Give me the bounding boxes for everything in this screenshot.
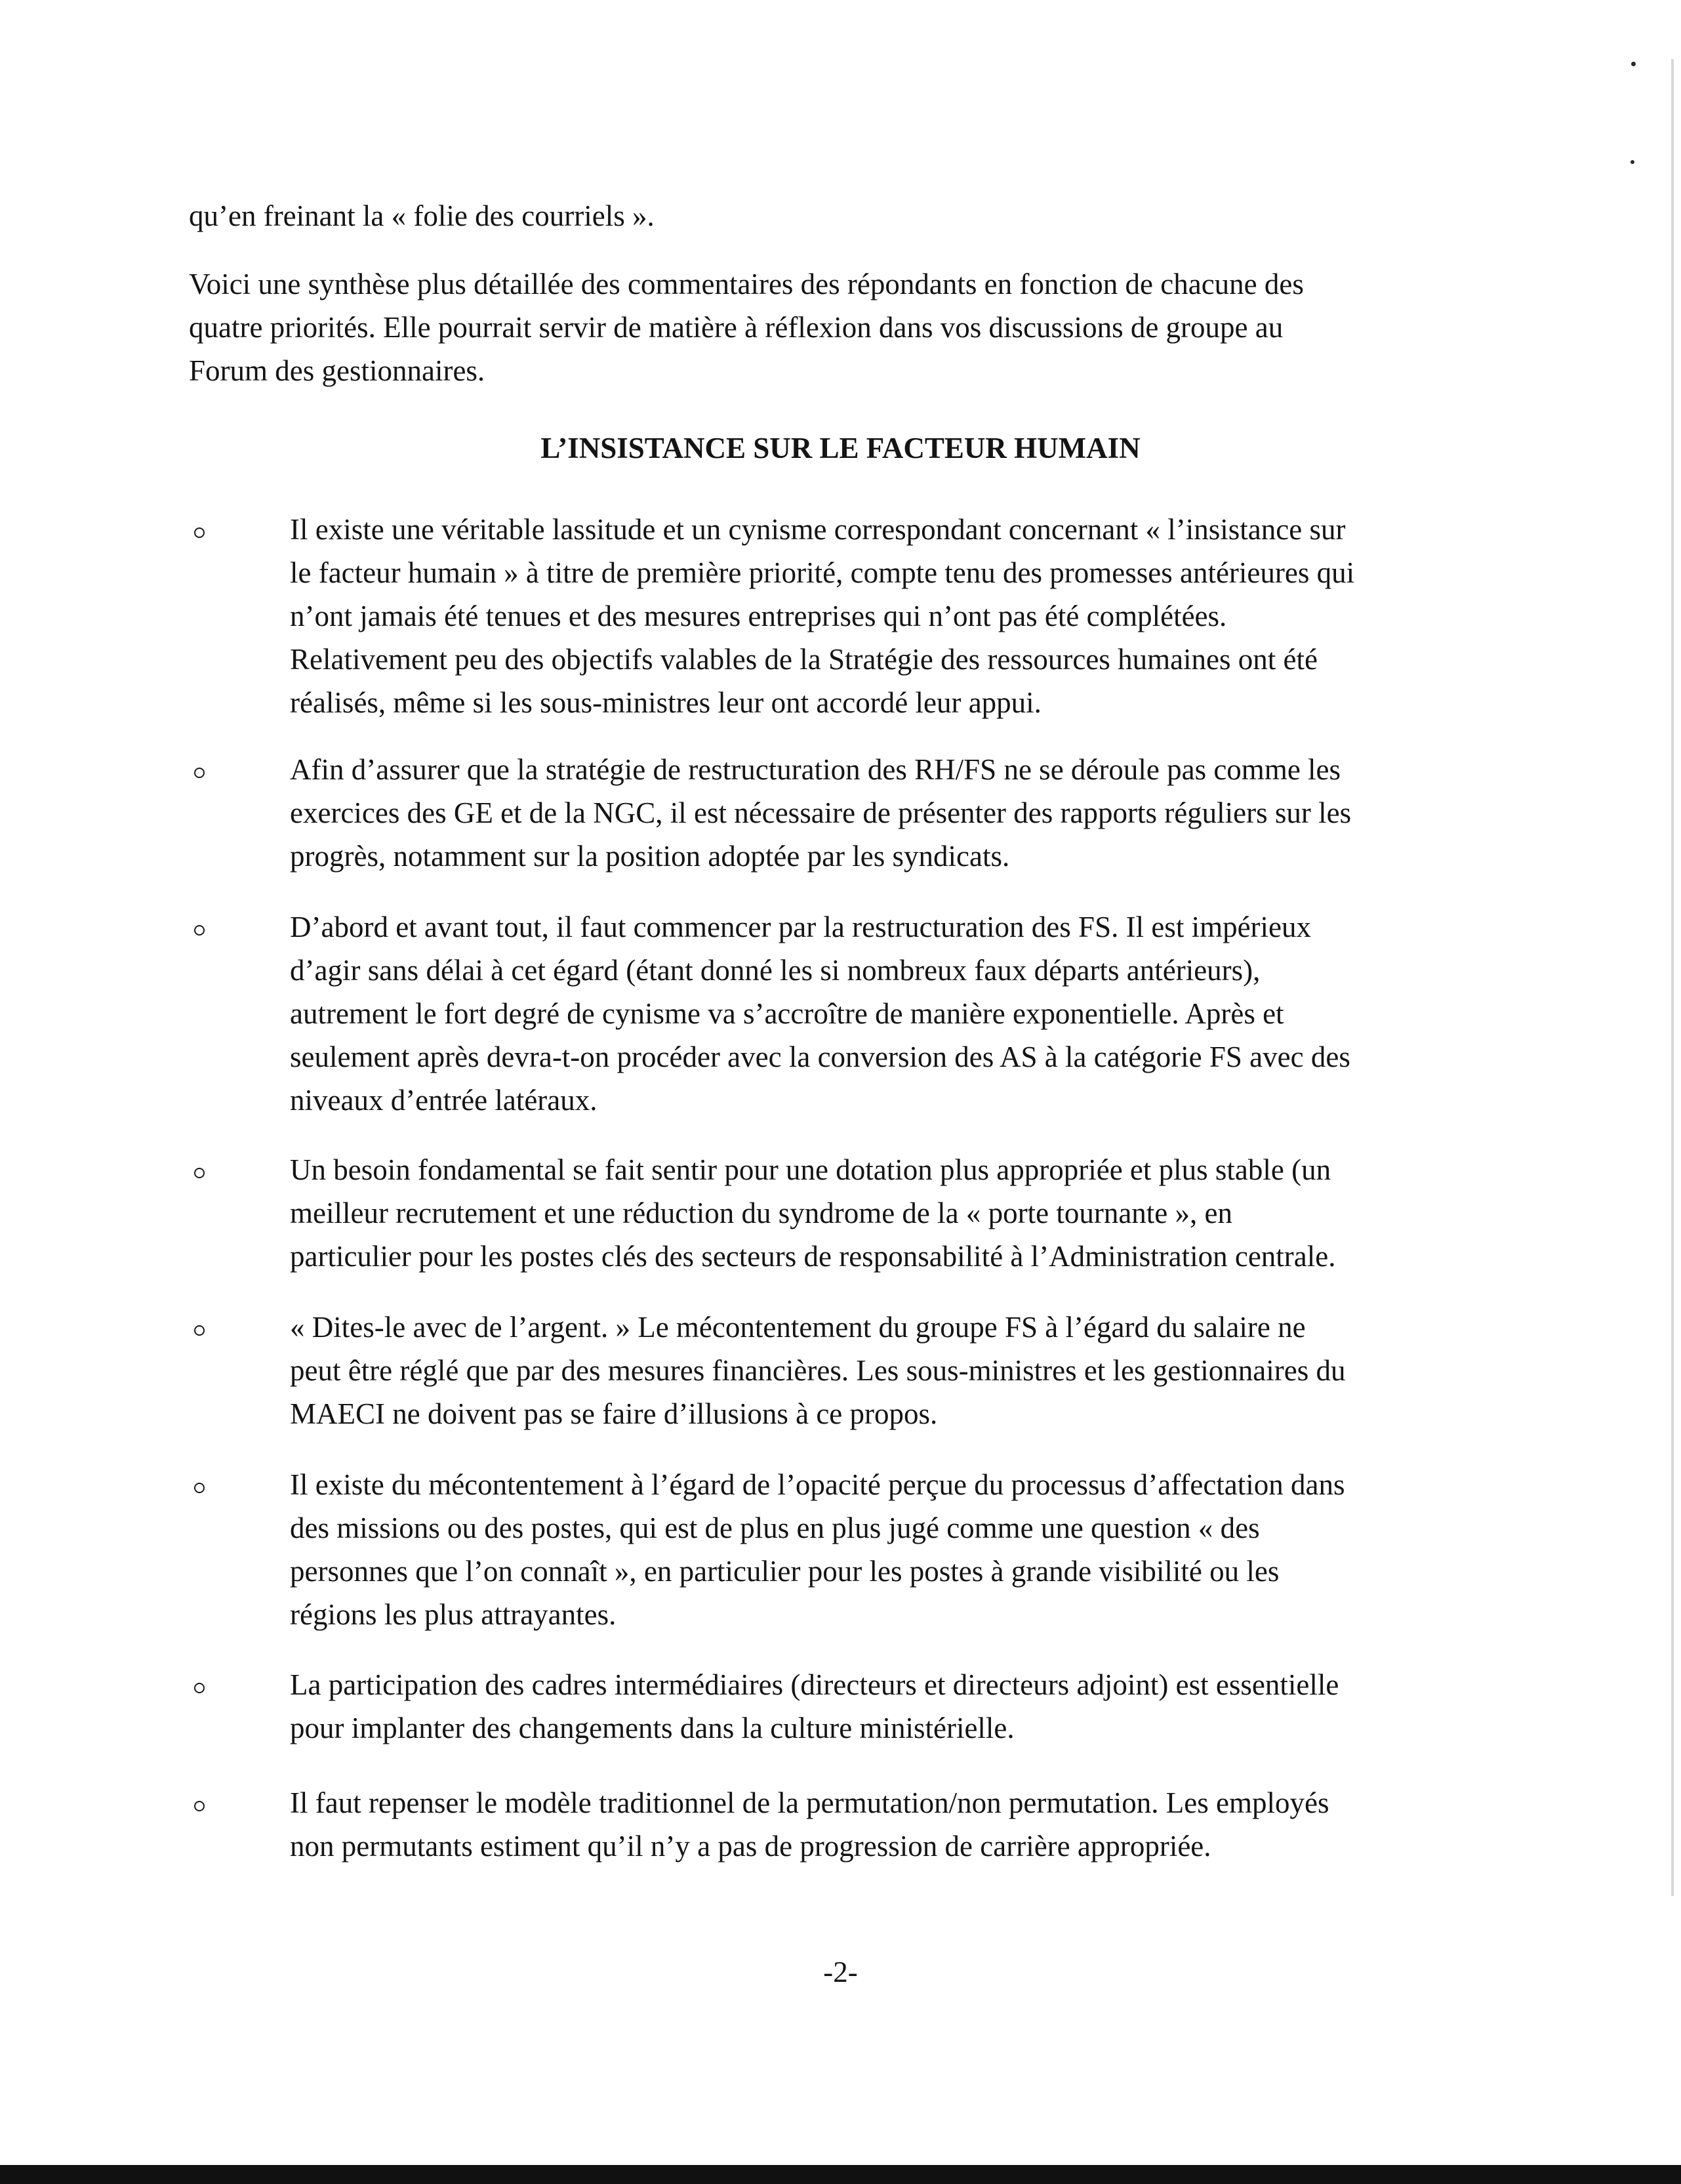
scan-edge-line	[1671, 59, 1674, 1896]
page-number: -2-	[823, 1956, 858, 1988]
scan-bottom-border	[0, 2165, 1681, 2184]
bullet-text: Il existe une véritable lassitude et un cynisme correspondant concernant « l’insistance sur le facteur humain » à titre de première priorité, compte tenu des promesses antérieures qui n’ont jamais été tenues et des mesures entreprises qui n’ont pas été complétées. Relativement peu des objectifs valables de la Stratégie des ressources humaines ont été réalisés, même si les sous-ministres leur ont accordé leur appui.	[290, 513, 1355, 719]
scan-speck	[1630, 160, 1634, 164]
bullet-text: Afin d’assurer que la stratégie de restructuration des RH/FS ne se déroule pas comme les exercices des GE et de la NGC, il est nécessaire de présenter des rapports réguliers sur les progrès, notamment sur la position adoptée par les syndicats.	[290, 753, 1352, 873]
circle-bullet-icon	[194, 1801, 205, 1811]
circle-bullet-icon	[194, 1483, 205, 1493]
section-heading: L’INSISTANCE SUR LE FACTEUR HUMAIN	[540, 432, 1141, 464]
circle-bullet-icon	[194, 768, 205, 778]
bullet-text: D’abord et avant tout, il faut commencer par la restructuration des FS. Il est impérieux d’agir sans délai à cet égard (étant donné les si nombreux faux départs antérieurs), autrement le fort degré de cynisme va s’accroître de manière exponentielle. Après et seulement après devra-t-on procéder avec la conversion des AS à la catégorie FS avec des niveaux d’entrée latéraux.	[290, 911, 1350, 1117]
paragraph-intro: Voici une synthèse plus détaillée des commentaires des répondants en fonction de chacune des quatre priorités. Elle pourrait servir de matière à réflexion dans vos discussions de groupe au Forum des gestionnaires.	[189, 268, 1304, 387]
circle-bullet-icon	[194, 1683, 205, 1693]
circle-bullet-icon	[194, 1325, 205, 1336]
bullet-text: Il existe du mécontentement à l’égard de l’opacité perçue du processus d’affectation dans des missions ou des postes, qui est de plus en plus jugé comme une question « des personnes que l’on connaît », en particulier pour les postes à grande visibilité ou les régions les plus attrayantes.	[290, 1468, 1345, 1631]
bullet-text: Il faut repenser le modèle traditionnel de la permutation/non permutation. Les employés non permutants estiment qu’il n’y a pas de progression de carrière appropriée.	[290, 1786, 1329, 1863]
circle-bullet-icon	[194, 1168, 205, 1178]
scan-speck	[1631, 62, 1636, 66]
paragraph-continuation: qu’en freinant la « folie des courriels ».	[189, 199, 655, 232]
circle-bullet-icon	[194, 925, 205, 936]
bullet-text: Un besoin fondamental se fait sentir pour une dotation plus appropriée et plus stable (un meilleur recrutement et une réduction du syndrome de la « porte tournante », en particulier pour les postes clés des secteurs de responsabilité à l’Administration centrale.	[290, 1153, 1336, 1273]
circle-bullet-icon	[194, 527, 205, 538]
bullet-text: « Dites-le avec de l’argent. » Le mécontentement du groupe FS à l’égard du salaire ne peut être réglé que par des mesures financières. Les sous-ministres et les gestionnaires du MAECI ne doivent pas se faire d’illusions à ce propos.	[290, 1311, 1346, 1430]
bullet-text: La participation des cadres intermédiaires (directeurs et directeurs adjoint) est essentielle pour implanter des changements dans la culture ministérielle.	[290, 1668, 1339, 1744]
